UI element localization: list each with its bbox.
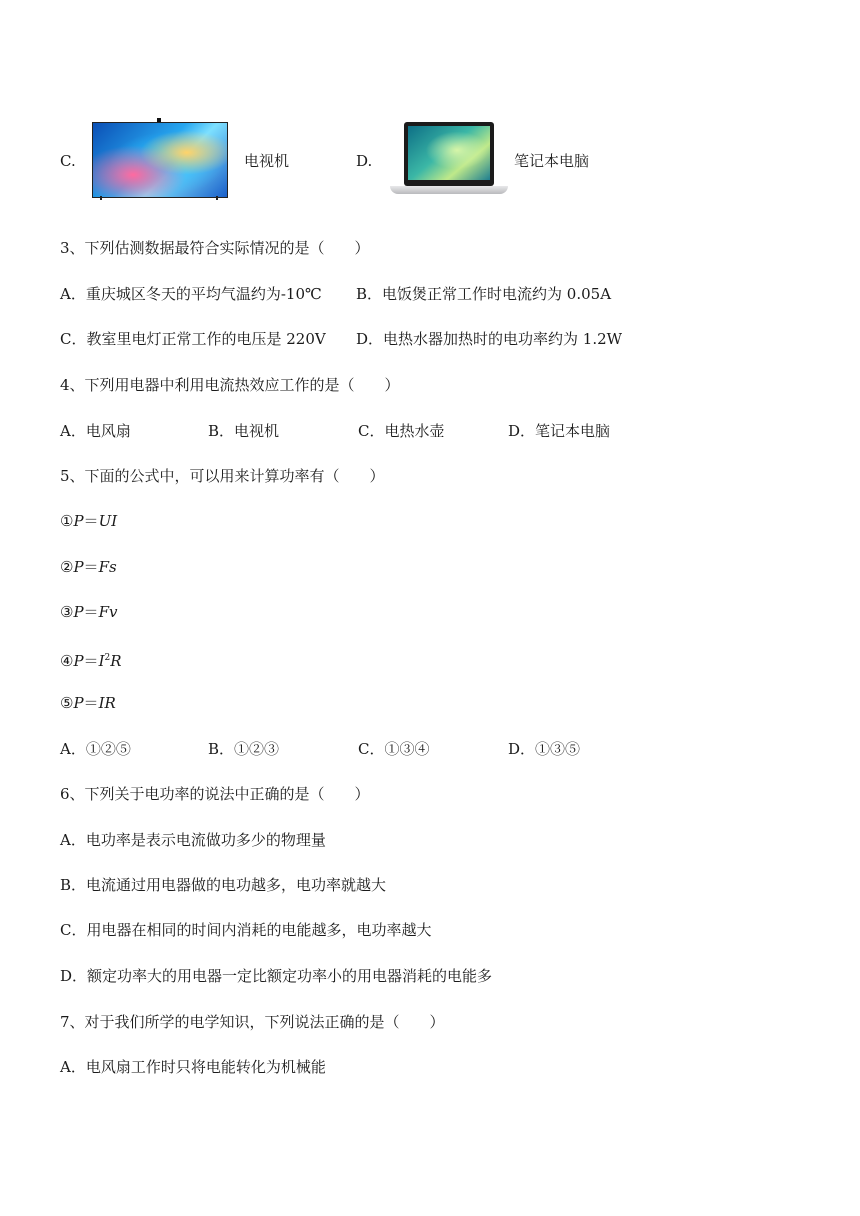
q7-option-a: A．电风扇工作时只将电能转化为机械能: [60, 1058, 326, 1076]
q4-stem: 4、下列用电器中利用电流热效应工作的是（ ）: [60, 376, 400, 394]
q4-option-a: A．电风扇: [60, 422, 131, 440]
q4-option-d: D．笔记本电脑: [508, 422, 611, 440]
laptop-image: [390, 122, 508, 200]
option-c-text: 电视机: [244, 152, 290, 170]
q6-option-d: D．额定功率大的用电器一定比额定功率小的用电器消耗的电能多: [60, 967, 493, 985]
q5-formula-1: ①P＝UI: [60, 512, 118, 530]
q5-formula-5: ⑤P＝IR: [60, 694, 116, 712]
q5-formula-2: ②P＝Fs: [60, 558, 117, 576]
q3-stem: 3、下列估测数据最符合实际情况的是（ ）: [60, 239, 370, 257]
q5-stem: 5、下面的公式中，可以用来计算功率有（ ）: [60, 467, 385, 485]
tv-screen: [92, 122, 228, 198]
q5-formula-3: ③P＝Fv: [60, 603, 118, 621]
q5-option-c: C．①③④: [358, 740, 430, 758]
q6-stem: 6、下列关于电功率的说法中正确的是（ ）: [60, 785, 370, 803]
q5-formula-4: $④P=I^2R$: [60, 652, 122, 670]
q3-option-d: D．电热水器加热时的电功率约为 1.2W: [356, 330, 623, 348]
q3-option-b: B．电饭煲正常工作时电流约为 0.05A: [356, 285, 612, 303]
option-c-label: C.: [60, 152, 76, 170]
q4-option-c: C．电热水壶: [358, 422, 445, 440]
q5-option-d: D．①③⑤: [508, 740, 581, 758]
q6-option-a: A．电功率是表示电流做功多少的物理量: [60, 831, 326, 849]
q6-option-b: B．电流通过用电器做的电功越多，电功率就越大: [60, 876, 387, 894]
tv-image: [92, 120, 228, 200]
q3-option-a: A．重庆城区冬天的平均气温约为-10℃: [60, 285, 322, 303]
q5-option-a: A．①②⑤: [60, 740, 131, 758]
option-d-label: D.: [356, 152, 373, 170]
q4-option-b: B．电视机: [208, 422, 280, 440]
option-d-text: 笔记本电脑: [514, 152, 590, 170]
q5-option-b: B．①②③: [208, 740, 280, 758]
laptop-screen: [408, 126, 490, 180]
q3-option-c: C．教室里电灯正常工作的电压是 220V: [60, 330, 326, 348]
laptop-base: [390, 186, 508, 194]
q7-stem: 7、对于我们所学的电学知识，下列说法正确的是（ ）: [60, 1013, 445, 1031]
q6-option-c: C．用电器在相同的时间内消耗的电能越多，电功率越大: [60, 921, 432, 939]
